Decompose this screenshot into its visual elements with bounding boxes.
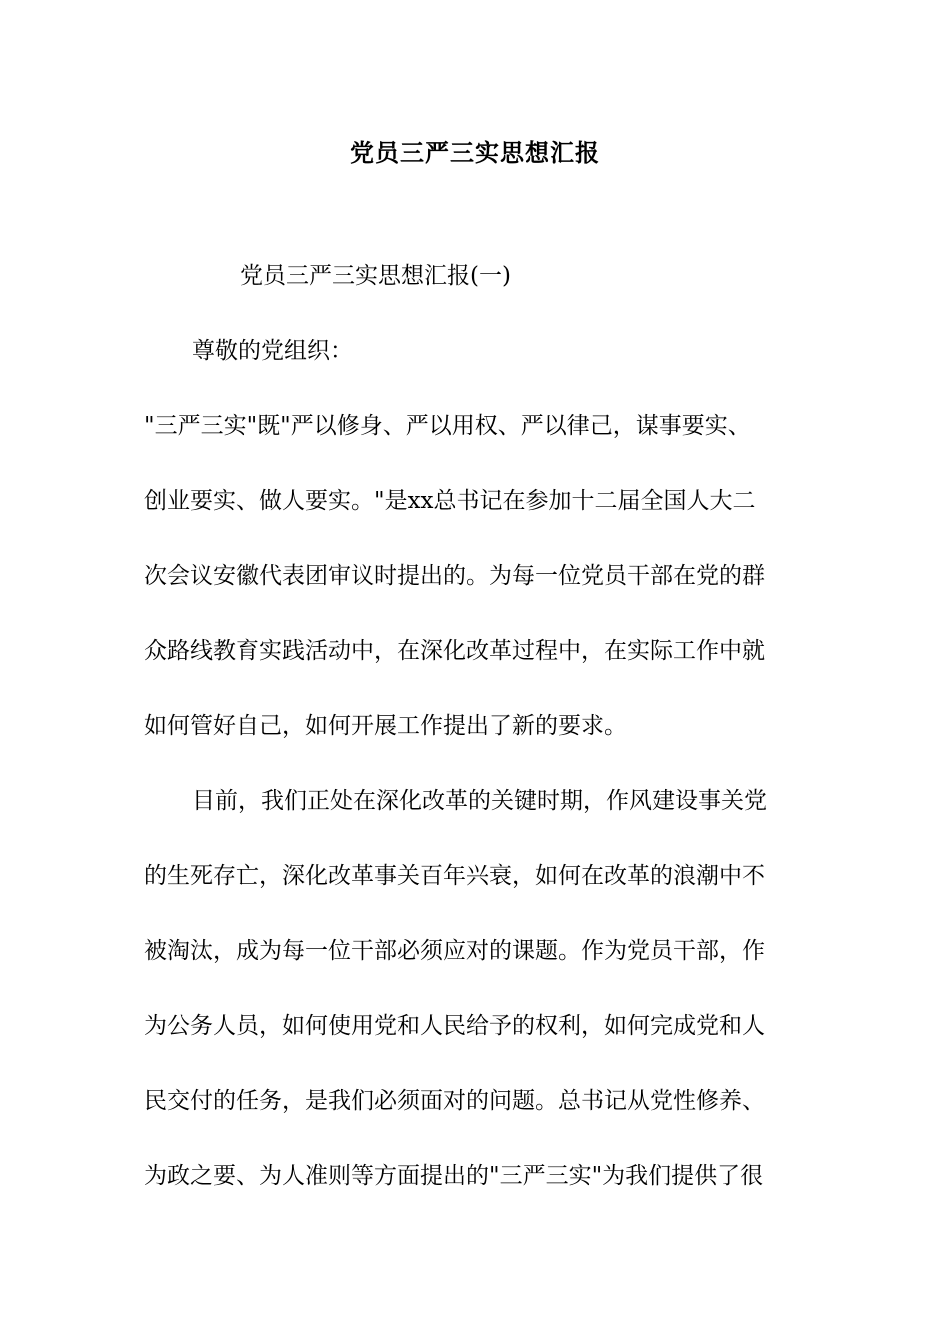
paragraph-line: 众路线教育实践活动中，在深化改革过程中，在实际工作中就 (144, 638, 765, 664)
paragraph-line: 为公务人员，如何使用党和人民给予的权利，如何完成党和人 (144, 1013, 765, 1039)
document-title: 党员三严三实思想汇报 (350, 138, 600, 167)
paragraph-line: "三严三实"既"严以修身、严以用权、严以律己，谋事要实、 (144, 413, 751, 439)
paragraph-line: 民交付的任务，是我们必须面对的问题。总书记从党性修养、 (144, 1088, 765, 1114)
paragraph-line: 如何管好自己，如何开展工作提出了新的要求。 (144, 713, 627, 739)
paragraph-line: 被淘汰，成为每一位干部必须应对的课题。作为党员干部，作 (144, 938, 765, 964)
paragraph-line: 创业要实、做人要实。"是xx总书记在参加十二届全国人大二 (144, 488, 756, 514)
salutation-line: 尊敬的党组织： (192, 338, 353, 364)
paragraph-line: 为政之要、为人准则等方面提出的"三严三实"为我们提供了很 (144, 1163, 764, 1189)
subtitle-line: 党员三严三实思想汇报(一) (240, 263, 511, 289)
paragraph-line: 目前，我们正处在深化改革的关键时期，作风建设事关党 (192, 788, 767, 814)
paragraph-line: 的生死存亡，深化改革事关百年兴衰，如何在改革的浪潮中不 (144, 863, 765, 889)
paragraph-line: 次会议安徽代表团审议时提出的。为每一位党员干部在党的群 (144, 563, 765, 589)
